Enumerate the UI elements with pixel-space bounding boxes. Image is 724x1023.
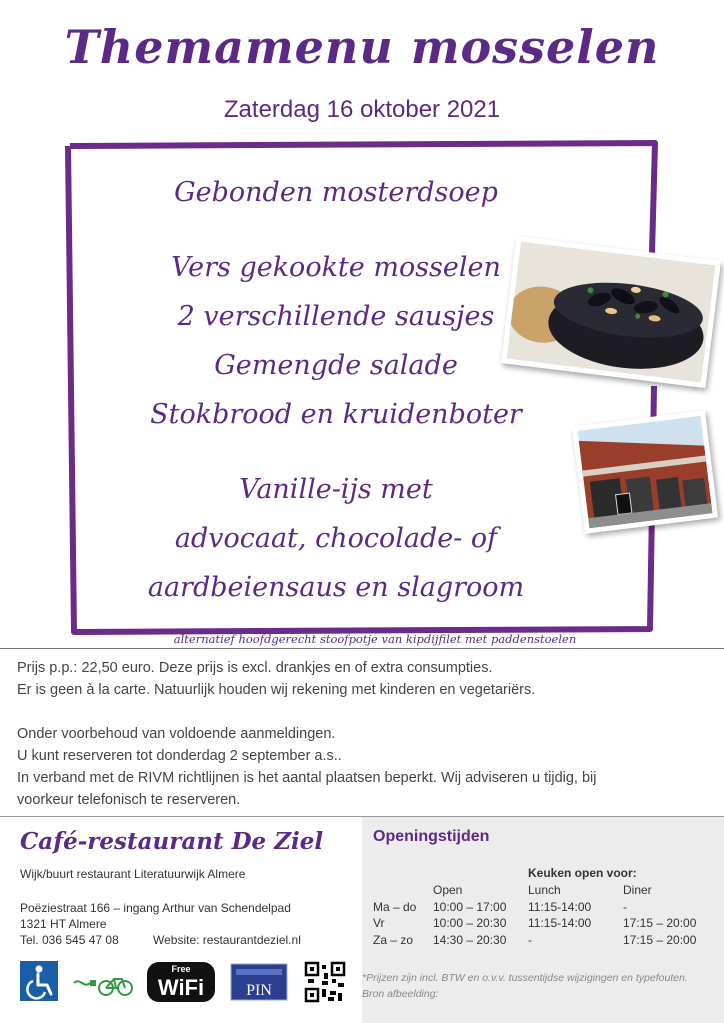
hours-title: Openingstijden (373, 828, 490, 845)
info-block (17, 657, 707, 811)
col-dinner-header: Diner (623, 883, 652, 897)
page-title: Themamenu mosselen (64, 20, 660, 74)
menu-frame (60, 136, 665, 636)
menu-main-4: Stokbrood en kruidenboter (150, 399, 522, 430)
menu-dessert-3: aardbeiensaus en slagroom (147, 572, 525, 603)
wheelchair-icon (20, 961, 58, 1006)
col-open-header: Open (433, 883, 463, 897)
event-date: Zaterdag 16 oktober 2021 (223, 96, 501, 123)
phone-number: Tel. 036 545 47 08 (20, 933, 119, 947)
wifi-label: WiFi (157, 975, 205, 1000)
hours-lunch: - (528, 933, 532, 947)
menu-main-2: 2 verschillende sausjes (177, 301, 495, 332)
hours-day: Za – zo (373, 933, 414, 947)
col-lunch-header: Lunch (528, 883, 561, 897)
menu-dessert-1: Vanille-ijs met (239, 474, 433, 505)
address-city: 1321 HT Almere (20, 917, 107, 931)
info-line: In verband met de RIVM richtlijnen is het aantal plaatsen beperkt. Wij adviseren u tijdig, bij (17, 770, 597, 786)
info-line: U kunt reserveren tot donderdag 2 september a.s.. (17, 748, 342, 764)
menu-soup: Gebonden mosterdsoep (174, 177, 498, 208)
pin-label: PIN (246, 982, 272, 999)
alternative-dish: alternatief hoofdgerecht stoofpotje van kipdijfilet met paddenstoelen (173, 632, 577, 646)
info-line: voorkeur telefonisch te reserveren. (17, 792, 241, 808)
restaurant-name: Café-restaurant De Ziel (20, 828, 324, 855)
menu-dessert-2: advocaat, chocolade- of (174, 523, 498, 554)
hours-open: 10:00 – 17:00 (433, 900, 507, 914)
restaurant-subtitle: Wijk/buurt restaurant Literatuurwijk Almere (20, 867, 246, 881)
info-line: Prijs p.p.: 22,50 euro. Deze prijs is excl. drankjes en of extra consumpties. (17, 660, 493, 676)
pin-payment-icon (230, 963, 288, 1006)
free-wifi-icon (146, 961, 216, 1008)
hours-dinner: 17:15 – 20:00 (623, 916, 697, 930)
hours-day: Ma – do (373, 900, 417, 914)
hours-open: 10:00 – 20:30 (433, 916, 507, 930)
menu-main-3: Gemengde salade (214, 350, 458, 381)
wifi-free-label: Free (171, 964, 191, 974)
restaurant-photo (572, 410, 718, 534)
hours-day: Vr (373, 916, 385, 930)
footnote-prices: *Prijzen zijn incl. BTW en o.v.v. tussentijdse wijzigingen en typefouten. (362, 972, 688, 984)
info-line: Er is geen à la carte. Natuurlijk houden wij rekening met kinderen en vegetariërs. (17, 682, 536, 698)
website-link[interactable]: Website: restaurantdeziel.nl (153, 933, 301, 947)
hours-lunch: 11:15-14:00 (528, 916, 592, 930)
hours-open: 14:30 – 20:30 (433, 933, 507, 947)
ebike-charging-icon (72, 973, 134, 1002)
info-line (17, 701, 707, 723)
kitchen-header: Keuken open voor: (528, 866, 637, 880)
hours-lunch: 11:15-14:00 (528, 900, 592, 914)
qr-code-icon[interactable] (304, 961, 346, 1008)
footnote-source: Bron afbeelding: (362, 988, 439, 1000)
footnote (362, 970, 724, 1002)
hours-dinner: 17:15 – 20:00 (623, 933, 697, 947)
mussels-photo (501, 236, 721, 388)
address-street: Poëziestraat 166 – ingang Arthur van Schendelpad (20, 901, 291, 915)
info-line: Onder voorbehoud van voldoende aanmeldingen. (17, 726, 336, 742)
divider-top (0, 648, 724, 649)
menu-main-1: Vers gekookte mosselen (171, 252, 501, 283)
hours-dinner: - (623, 900, 627, 914)
